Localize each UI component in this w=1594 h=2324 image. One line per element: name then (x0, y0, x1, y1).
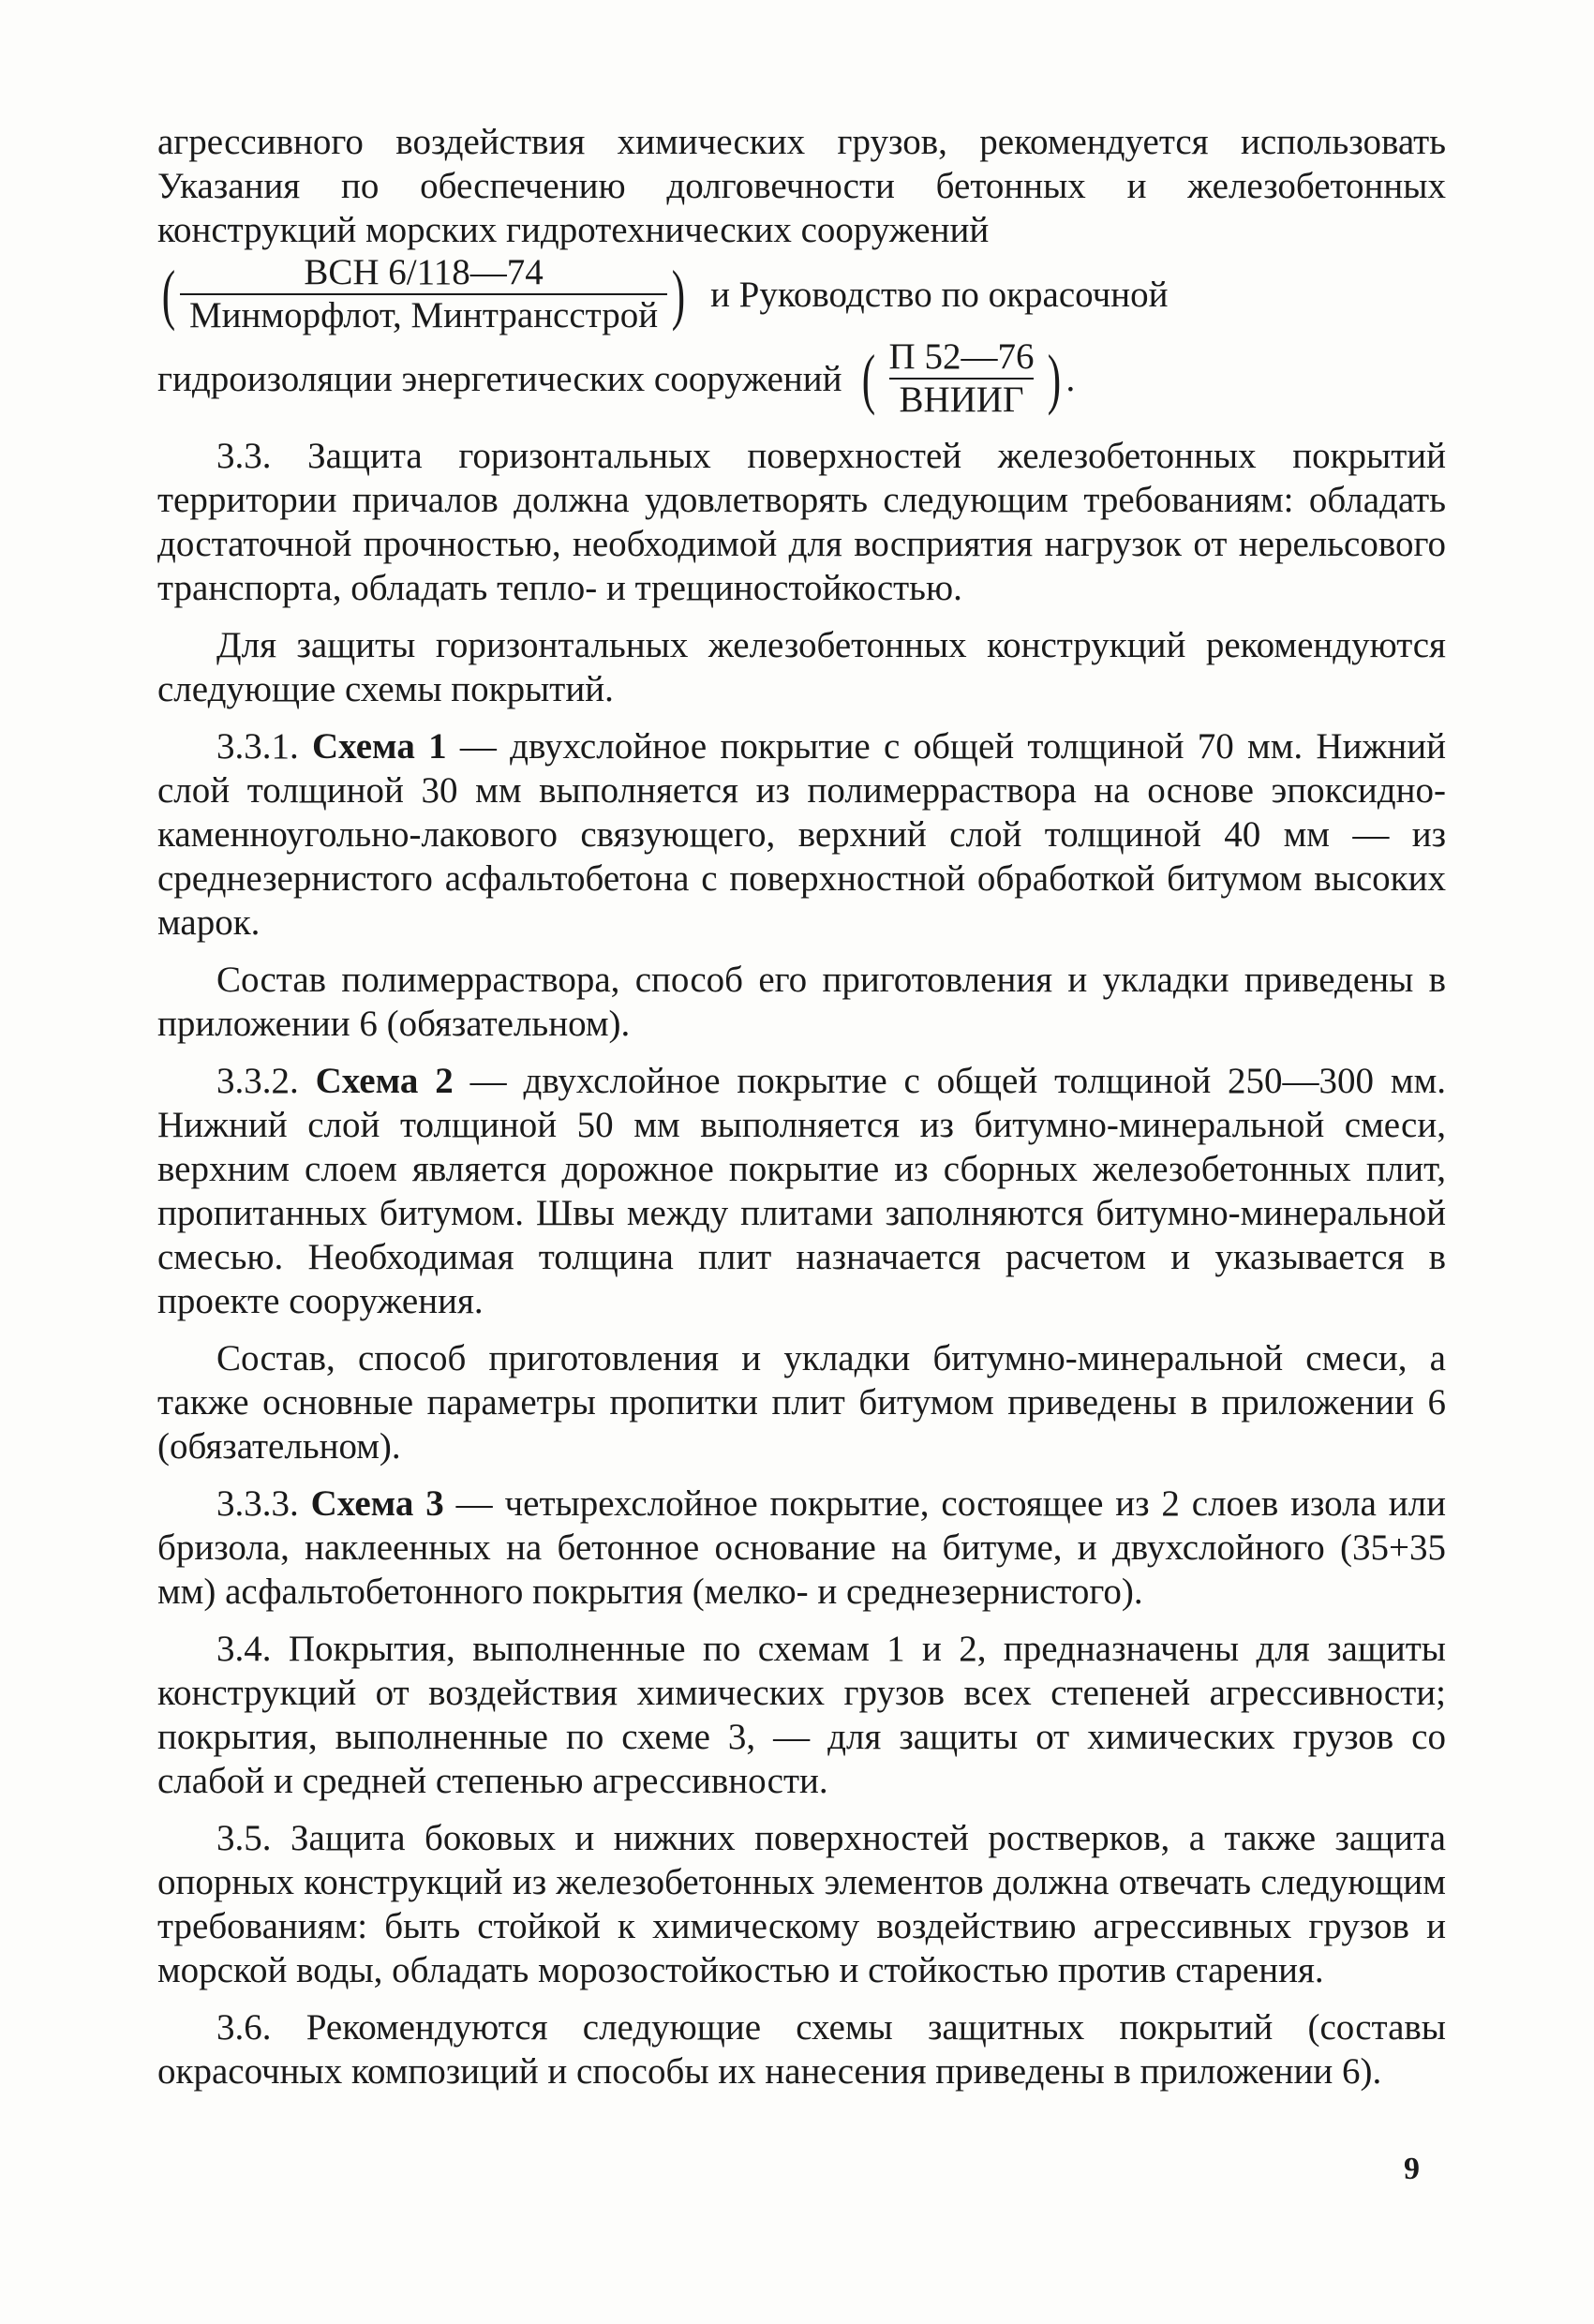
paragraph-text: Покрытия, выполненные по схемам 1 и 2, предназначены для защиты конструкций от воздействия химических грузов всех степеней агрессивности; покрытия, выполненные по схеме 3, — для защиты от химических грузов со слабой и средней степенью агрессивности. (157, 1629, 1446, 1801)
formula-line-1 (157, 252, 1446, 336)
paragraph-3-3-1 (157, 724, 1446, 945)
clause-number: 3.3.2. (216, 1061, 299, 1101)
paragraph-text: — двухслойное покрытие с общей толщиной 70 мм. Нижний слой толщиной 30 мм выполняется из полимерраствора на основе эпоксидно-каменноугольно-лакового связующего, верхний слой толщиной 40 мм — из среднезернистого асфальтобетона с поверхностной обработкой битумом высоких марок. (157, 726, 1446, 943)
paragraph-text: Защита горизонтальных поверхностей железобетонных покрытий территории причалов должна удовлетворять следующим требованиям: обладать достаточной прочностью, необходимой для восприятия нагрузок от нерельсового транспорта, обладать тепло- и трещиностойкостью. (157, 436, 1447, 608)
intro-text: агрессивного воздействия химических грузов, рекомендуется использовать Указания по обеспечению долговечности бетонных и железобетонных конструкций морских гидротехнических сооружений (157, 122, 1446, 250)
paragraph-3-4 (157, 1627, 1446, 1803)
page-number: 9 (1404, 2152, 1420, 2186)
paragraph-text: Защита боковых и нижних поверхностей ростверков, а также защита опорных конструкций из железобетонных элементов должна отвечать следующим требованиям: быть стойкой к химическому воздействию агрессивных грузов и морской воды, обладать морозостойкостью и стойкостью против старения. (157, 1818, 1446, 1990)
left-paren: ( (861, 341, 875, 416)
paragraph-3-3-2 (157, 1059, 1446, 1323)
right-paren: ) (1048, 341, 1062, 416)
scheme-title: Схема 3 (310, 1483, 444, 1524)
clause-number: 3.4. (216, 1629, 272, 1669)
intro-paragraph (157, 120, 1446, 252)
after-fraction-text: и Руководство по окрасочной (710, 274, 1169, 315)
gidro-text: гидроизоляции энергетических сооружений (157, 358, 842, 399)
paragraph-text: — двухслойное покрытие с общей толщиной 250—300 мм. Нижний слой толщиной 50 мм выполняется из битумно-минеральной смеси, верхним слоем является дорожное покрытие из сборных железобетонных плит, пропитанных битумом. Швы между плитами заполняются битумно-минеральной смесью. Необходимая толщина плит назначается расчетом и указывается в проекте сооружения. (157, 1061, 1447, 1321)
paragraph-text: Для защиты горизонтальных железобетонных конструкций рекомендуются следующие схемы покрытий. (157, 625, 1446, 709)
fraction-denominator: ВНИИГ (889, 378, 1033, 421)
fraction-vsn (180, 252, 667, 336)
paragraph-text: Состав полимерраствора, способ его приготовления и укладки приведены в приложении 6 (обязательном). (157, 960, 1446, 1044)
fraction-vniig (880, 336, 1044, 421)
clause-number: 3.6. (216, 2007, 272, 2048)
clause-number: 3.3.3. (216, 1483, 299, 1524)
fraction-numerator: П 52—76 (888, 336, 1035, 377)
paragraph-schemes-intro (157, 623, 1446, 711)
formula-line-2 (157, 336, 1446, 421)
paragraph-composition-2 (157, 1336, 1446, 1468)
paragraph-3-3 (157, 434, 1446, 610)
clause-number: 3.3.1. (216, 726, 299, 767)
clause-number: 3.3. (216, 436, 272, 476)
paragraph-text: — четырехслойное покрытие, состоящее из 2 слоев изола или бризола, наклеенных на бетонное основание на битуме, и двухслойного (35+35 мм) асфальтобетонного покрытия (мелко- и среднезернистого). (157, 1483, 1446, 1612)
left-paren: ( (161, 257, 176, 332)
scheme-title: Схема 1 (312, 726, 447, 767)
paragraph-3-5 (157, 1816, 1446, 1992)
paragraph-text: Состав, способ приготовления и укладки битумно-минеральной смеси, а также основные параметры пропитки плит битумом приведены в приложении 6 (обязательном). (157, 1338, 1446, 1467)
period: . (1065, 358, 1076, 399)
clause-number: 3.5. (216, 1818, 272, 1858)
right-paren: ) (671, 257, 686, 332)
paragraph-3-6 (157, 2005, 1446, 2093)
fraction-denominator: Минморфлот, Минтрансстрой (180, 293, 667, 336)
scheme-title: Схема 2 (315, 1061, 454, 1101)
paragraph-3-3-3 (157, 1482, 1446, 1614)
paragraph-composition-1 (157, 958, 1446, 1046)
paragraph-text: Рекомендуются следующие схемы защитных покрытий (составы окрасочных композиций и способы их нанесения приведены в приложении 6). (157, 2007, 1447, 2092)
fraction-numerator: ВСН 6/118—74 (304, 252, 544, 292)
body-text (157, 120, 1446, 2093)
